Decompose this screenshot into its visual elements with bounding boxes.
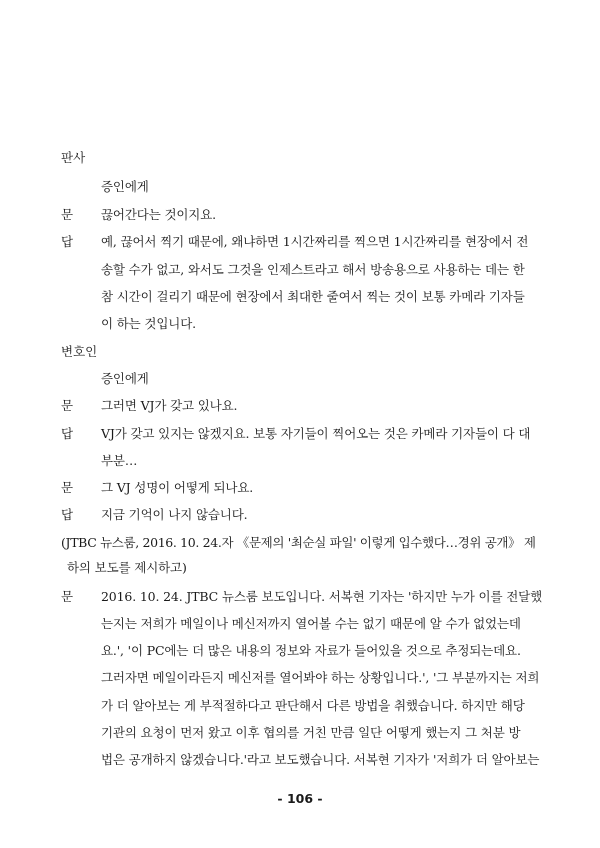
addressee-note: 증인에게 bbox=[101, 179, 149, 194]
speaker-question: 문 bbox=[61, 480, 74, 495]
text-line: 법은 공개하지 않겠습니다.'라고 보도했습니다. 서복현 기자가 '저희가 더 알아보는 bbox=[101, 752, 540, 767]
text-line: 송할 수가 없고, 와서도 그것을 인제스트라고 해서 방송용으로 사용하는 데는 한 bbox=[101, 262, 525, 277]
speaker-question: 문 bbox=[61, 589, 74, 604]
page-number: - 106 - bbox=[277, 791, 323, 806]
speaker-judge: 판사 bbox=[61, 150, 86, 165]
text-line: 2016. 10. 24. JTBC 뉴스룸 보도입니다. 서복현 기자는 '하지만 누가 이를 전달했 bbox=[101, 589, 542, 604]
speaker-question: 문 bbox=[61, 207, 74, 222]
text-line: 부분… bbox=[101, 453, 138, 468]
text-line: 는지는 저희가 메일이나 메신저까지 열어볼 수는 없기 때문에 알 수가 없었는데 bbox=[101, 616, 521, 631]
speaker-question: 문 bbox=[61, 398, 74, 413]
procedural-note: 하의 보도를 제시하고) bbox=[67, 560, 187, 575]
speaker-defense-counsel: 변호인 bbox=[61, 344, 98, 359]
text-line: 그러면 VJ가 갖고 있나요. bbox=[101, 398, 238, 413]
text-line: 예, 끊어서 찍기 때문에, 왜냐하면 1시간짜리를 찍으면 1시간짜리를 현장에서 전 bbox=[101, 234, 529, 249]
procedural-note: (JTBC 뉴스룸, 2016. 10. 24.자 《문제의 '최순실 파일' 이렇게 입수했다…경위 공개》 제 bbox=[61, 535, 536, 550]
text-line: 이 하는 것입니다. bbox=[101, 316, 196, 331]
speaker-answer: 답 bbox=[61, 426, 74, 441]
text-line: 참 시간이 걸리기 때문에 현장에서 최대한 줄여서 찍는 것이 보통 카메라 기자들 bbox=[101, 289, 525, 304]
addressee-note: 증인에게 bbox=[101, 371, 149, 386]
text-line: VJ가 갖고 있지는 않겠지요. 보통 자기들이 찍어오는 것은 카메라 기자들이 다 대 bbox=[101, 426, 531, 441]
text-line: 지금 기억이 나지 않습니다. bbox=[101, 507, 248, 522]
speaker-answer: 답 bbox=[61, 507, 74, 522]
text-line: 가 더 알아보는 게 부적절하다고 판단해서 다른 방법을 취했습니다. 하지만 해당 bbox=[101, 698, 525, 713]
text-line: 그 VJ 성명이 어떻게 되나요. bbox=[101, 480, 254, 495]
text-line: 요.', '이 PC에는 더 많은 내용의 정보와 자료가 들어있을 것으로 추정되는데요. bbox=[101, 643, 521, 658]
text-line: 기관의 요청이 먼저 왔고 이후 협의를 거친 만큼 일단 어떻게 했는지 그 처분 방 bbox=[101, 725, 521, 740]
text-line: 끊어간다는 것이지요. bbox=[101, 207, 216, 222]
text-line: 그러자면 메일이라든지 메신저를 열어봐야 하는 상황입니다.', '그 부분까지는 저희 bbox=[101, 670, 540, 685]
speaker-answer: 답 bbox=[61, 234, 74, 249]
